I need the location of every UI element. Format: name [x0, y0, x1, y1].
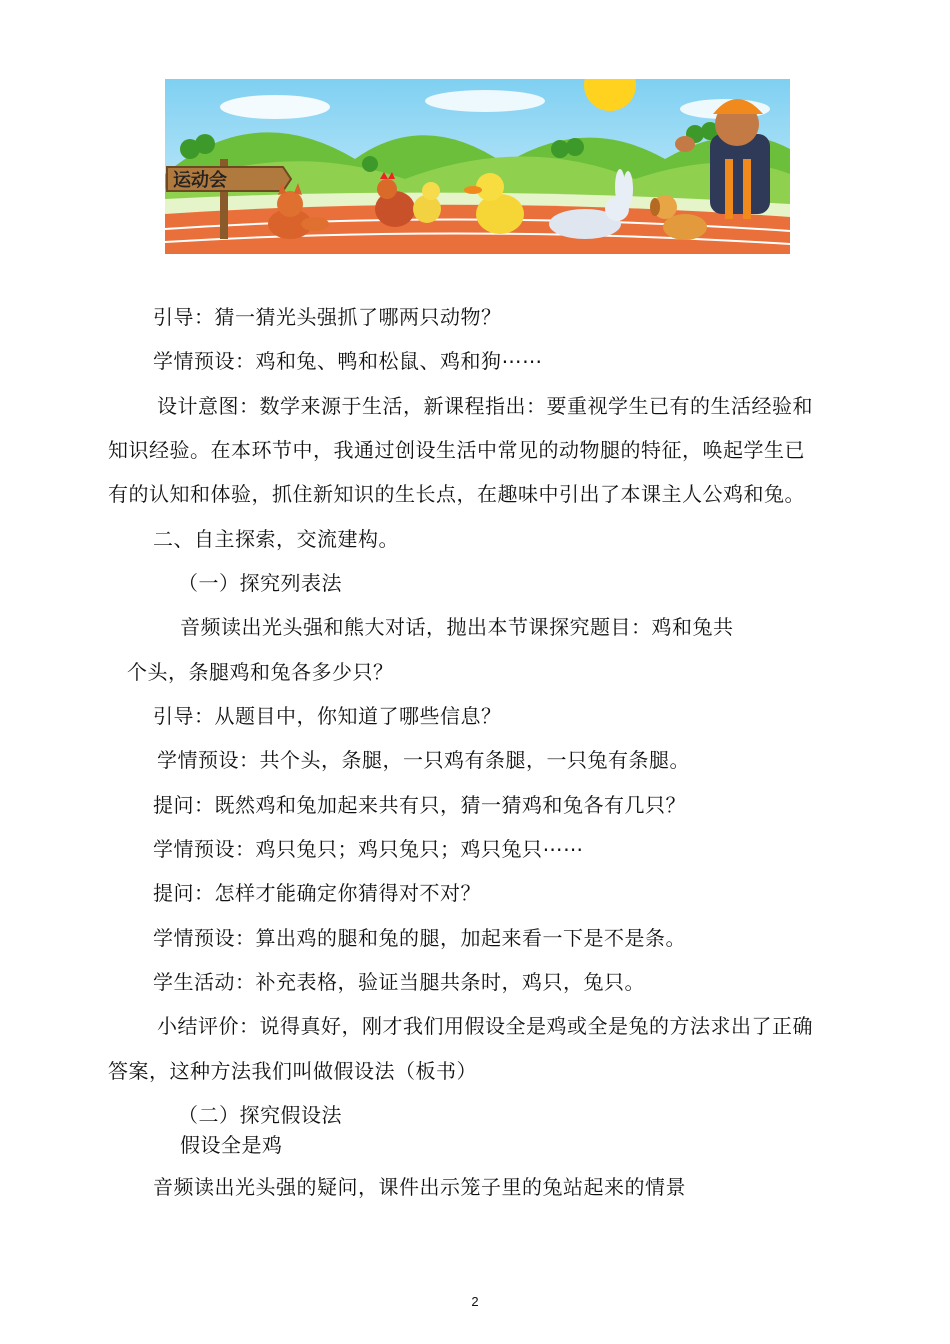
design-intent-line-1: 设计意图：数学来源于生活，新课程指出：要重视学生已有的生活经验和	[157, 394, 813, 418]
question-guess-count: 提问：既然鸡和兔加起来共有只，猜一猜鸡和兔各有几只？	[153, 793, 686, 817]
audio-question-line: 音频读出光头强的疑问，课件出示笼子里的兔站起来的情景	[153, 1175, 686, 1199]
section-heading-explore: 二、自主探索，交流建构。	[153, 527, 399, 551]
guide-question-animals: 引导：猜一猜光头强抓了哪两只动物？	[153, 305, 502, 329]
sports-meet-sign-text: 运动会	[173, 170, 227, 191]
guide-question-info: 引导：从题目中，你知道了哪些信息？	[153, 704, 502, 728]
audio-dialogue-line-1: 音频读出光头强和熊大对话，抛出本节课探究题目：鸡和兔共	[180, 615, 734, 639]
question-verify: 提问：怎样才能确定你猜得对不对？	[153, 881, 481, 905]
expected-answer-guess: 学情预设：鸡只兔只；鸡只兔只；鸡只兔只⋯⋯	[153, 837, 584, 861]
sports-meet-banner-image	[165, 79, 790, 254]
expected-answer-verify: 学情预设：算出鸡的腿和兔的腿，加起来看一下是不是条。	[153, 926, 686, 950]
audio-dialogue-line-2: 个头，条腿鸡和兔各多少只？	[127, 660, 394, 684]
summary-line-1: 小结评价：说得真好，刚才我们用假设全是鸡或全是兔的方法求出了正确	[157, 1014, 813, 1038]
expected-answer-pairs: 学情预设：鸡和兔、鸭和松鼠、鸡和狗⋯⋯	[153, 349, 543, 373]
design-intent-line-2: 知识经验。在本环节中，我通过创设生活中常见的动物腿的特征，唤起学生已	[108, 438, 805, 462]
student-activity: 学生活动：补充表格，验证当腿共条时，鸡只，兔只。	[153, 970, 645, 994]
page-number: 2	[471, 1294, 479, 1309]
assume-all-chickens: 假设全是鸡	[180, 1133, 283, 1157]
subsection-assumption-method: （二）探究假设法	[178, 1103, 342, 1127]
summary-line-2: 答案，这种方法我们叫做假设法（板书）	[108, 1059, 477, 1083]
banner-illustration	[165, 79, 790, 254]
expected-answer-info: 学情预设：共个头，条腿，一只鸡有条腿，一只兔有条腿。	[157, 748, 690, 772]
design-intent-line-3: 有的认知和体验，抓住新知识的生长点，在趣味中引出了本课主人公鸡和兔。	[108, 482, 805, 506]
subsection-table-method: （一）探究列表法	[178, 571, 342, 595]
